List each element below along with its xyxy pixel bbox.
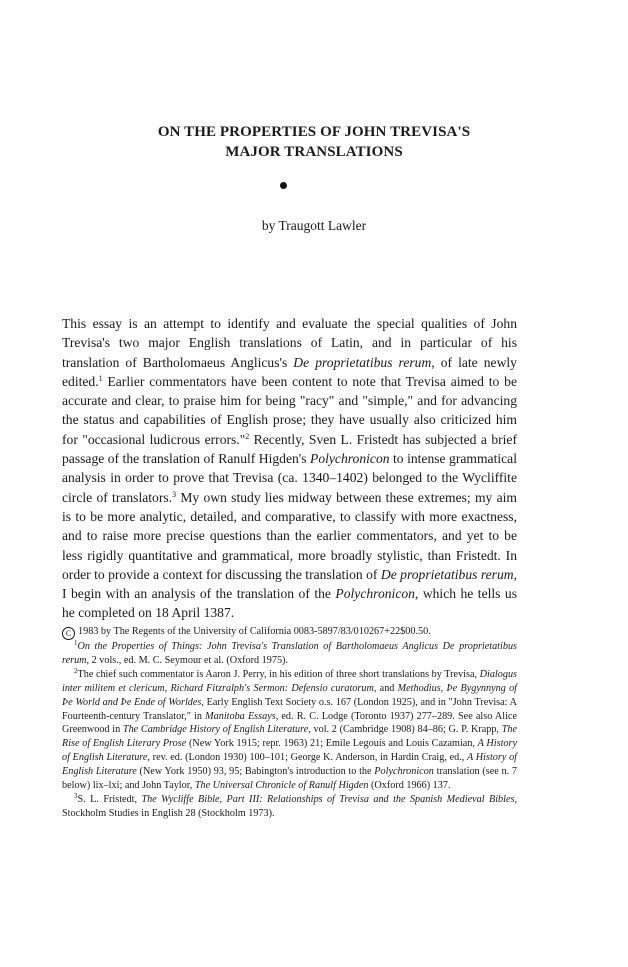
copyright-notice: C 1983 by The Regents of the University of California 0083-5897/83/010267+22$00.50. — [62, 625, 517, 640]
footnote-1: $^1$On the Properties of Things: John Trevisa's Translation of Bartholomaeus Anglicus De proprietatibus rerum, 2 vols., ed. M. C. Seymour et al. (Oxford 1975). — [62, 639, 517, 666]
footnote-3: $^3$S. L. Fristedt, The Wycliffe Bible, Part III: Relationships of Trevisa and the Spanish Medieval Bibles, Stockholm Studies in English 28 (Stockholm 1973). — [62, 791, 517, 819]
footnotes — [62, 625, 517, 821]
title-ornament — [280, 182, 287, 189]
copyright-icon: C — [62, 627, 75, 640]
footnote-2: $^2$The chief such commentator is Aaron J. Perry, in his edition of three short translations by Trevisa, Dialogus inter militem et clericum, Richard Fitzralph's Sermon: Defensio curatorum, and Methodius, Þe Bygynnyng of Þe World and Þe Ende of Worldes, Early English Text Society o.s. 167 (London 1925), and in "John Trevisa: A Fourteenth-century Translator," in Manitoba Essays, ed. R. C. Lodge (Toronto 1937) 277–289. See also Alice Greenwood in The Cambridge History of English Literature, vol. 2 (Cambridge 1908) 84–86; G. P. Krapp, The Rise of English Literary Prose (New York 1915; repr. 1963) 21; Emile Legouis and Louis Cazamian, A History of English Literature, rev. ed. (London 1930) 100–101; George K. Anderson, in Hardin Craig, ed., A History of English Literature (New York 1950) 93, 95; Babington's introduction to the Polychronicon translation (see n. 7 below) lix–lxi; and John Taylor, The Universal Chronicle of Ranulf Higden (Oxford 1966) 137. — [62, 666, 517, 792]
article-title-line-2: MAJOR TRANSLATIONS — [225, 144, 403, 160]
article-title-line-1: ON THE PROPERTIES OF JOHN TREVISA'S — [157, 124, 471, 140]
body-paragraph: This essay is an attempt to identify and evaluate the special qualities of John Trevisa's two major English translations of Latin, and in particular of his translation of Bartholomaeus Anglicus's De proprietatibus rerum, of late newly edited.$^1$ Earlier commentators have been content to note that Trevisa aimed to be accurate and clear, to praise him for being "racy" and "simple," and for advancing the status and capabilities of English prose; they have usually also criticized him for "occasional ludicrous errors."$^2$ Recently, Sven L. Fristedt has subjected a brief passage of the translation of Ranulf Higden's Polychronicon to intense grammatical analysis in order to prove that Trevisa (ca. 1340–1402) belonged to the Wycliffite circle of translators.$^3$ My own study lies midway between these extremes; my aim is to be more analytic, detailed, and comparative, to classify with more exactness, and to raise more precise questions than the earlier commentators, and yet to be less rigidly quantitative and grammatical, more broadly stylistic, than Fristedt. In order to provide a context for discussing the translation of De proprietatibus rerum, I begin with an analysis of the translation of the Polychronicon, which he tells us he completed on 18 April 1387. — [62, 316, 518, 621]
author-byline: by Traugott Lawler — [261, 218, 367, 233]
footnote-ref-3: 3 — [172, 489, 177, 499]
footnote-ref-2: 2 — [245, 431, 250, 441]
footnote-ref-1: 1 — [98, 373, 103, 383]
